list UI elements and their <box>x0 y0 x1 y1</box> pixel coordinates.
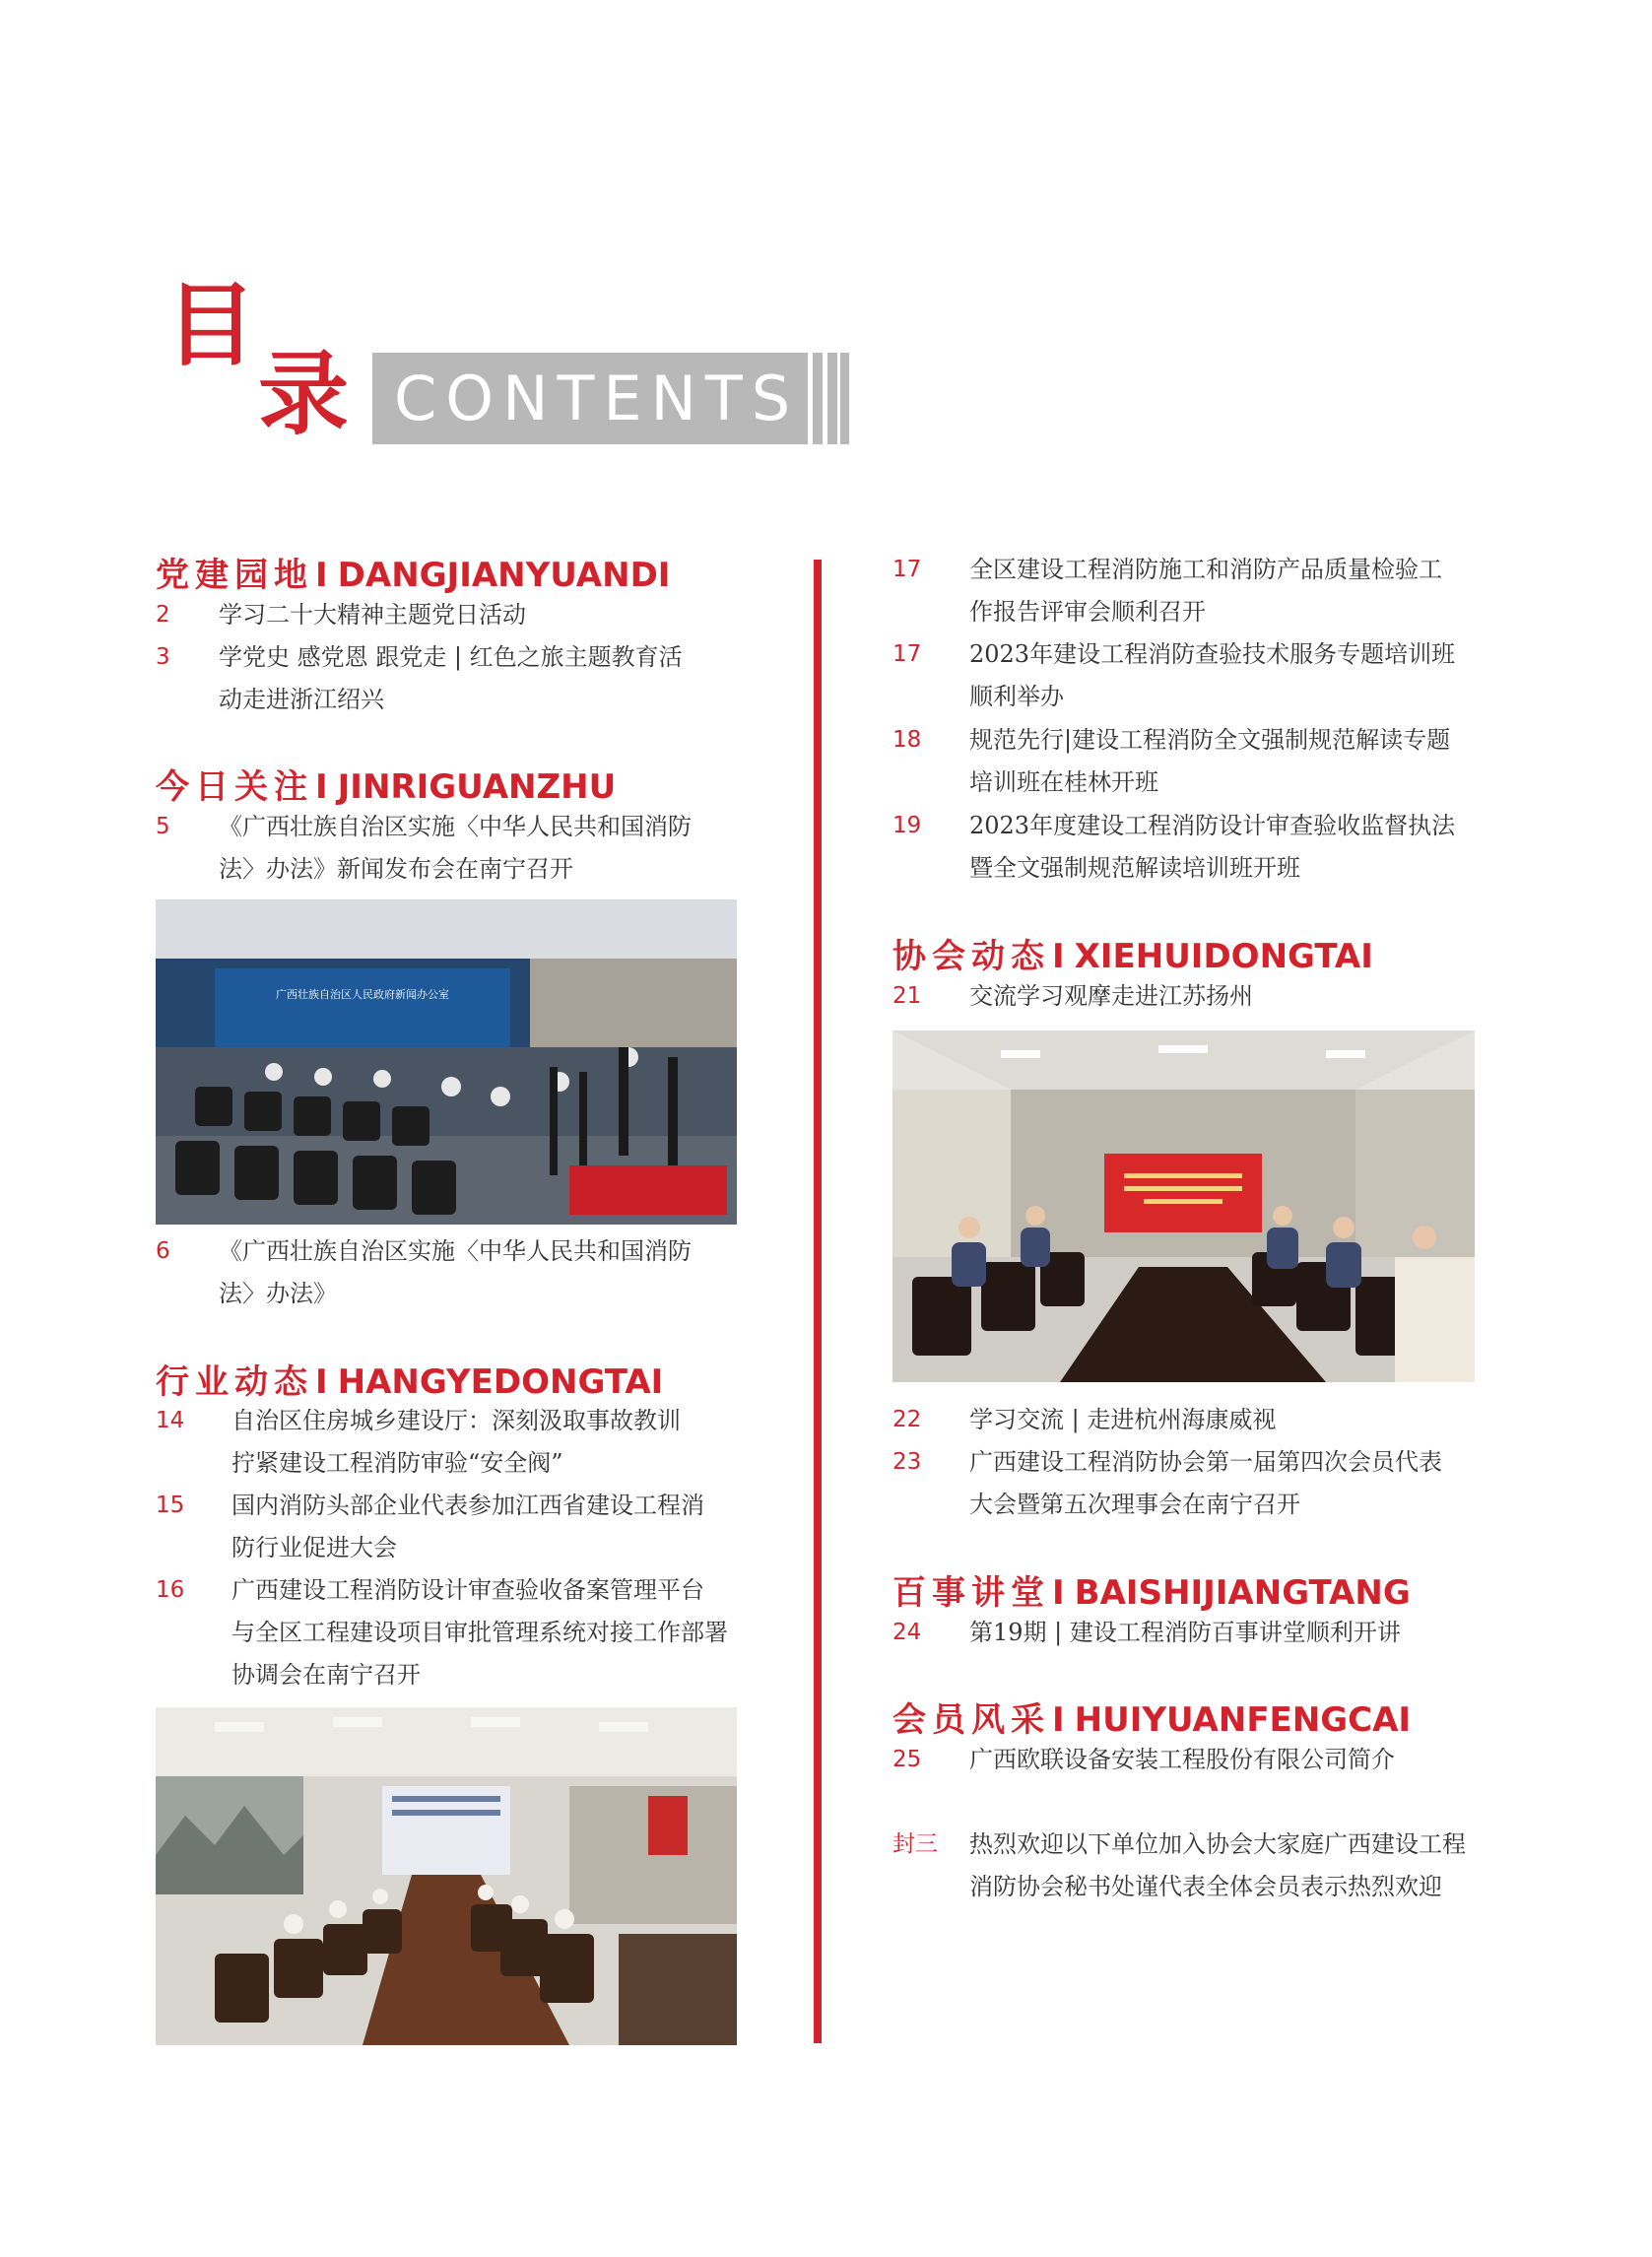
column-divider <box>814 560 822 2043</box>
toc-entry-cont[interactable]: 顺利举办 <box>969 683 1064 710</box>
section-heading-dangjian: 党建园地I DANGJIANYUANDI <box>156 556 671 595</box>
meeting-room-photo <box>156 1707 737 2045</box>
toc-entry-cont[interactable]: 暨全文强制规范解读培训班开班 <box>969 854 1300 882</box>
toc-entry[interactable]: 2023年建设工程消防查验技术服务专题培训班 <box>969 640 1456 668</box>
association-meeting-photo <box>892 1030 1475 1382</box>
toc-entry-cont[interactable]: 协调会在南宁召开 <box>231 1661 421 1689</box>
toc-entry[interactable]: 第19期 | 建设工程消防百事讲堂顺利开讲 <box>969 1619 1401 1646</box>
toc-entry-cont[interactable]: 消防协会秘书处谨代表全体会员表示热烈欢迎 <box>969 1873 1442 1900</box>
toc-entry-cont[interactable]: 法〉办法》新闻发布会在南宁召开 <box>219 855 573 883</box>
toc-entry-cont[interactable]: 拧紧建设工程消防审验“安全阀” <box>231 1449 563 1477</box>
section-cn: 百事讲堂 <box>892 1573 1050 1613</box>
section-cn: 党建园地 <box>156 556 313 595</box>
toc-entry[interactable]: 广西欧联设备安装工程股份有限公司简介 <box>969 1746 1395 1773</box>
section-en: JINRIGUANZHU <box>337 767 617 807</box>
toc-entry[interactable]: 国内消防头部企业代表参加江西省建设工程消 <box>231 1492 704 1519</box>
page-number: 19 <box>892 813 922 838</box>
page-number: 16 <box>156 1577 185 1603</box>
toc-entry[interactable]: 学习二十大精神主题党日活动 <box>219 601 526 629</box>
page-number: 3 <box>156 644 170 670</box>
banner-stripe <box>837 353 840 444</box>
title-char-mu: 目 <box>165 272 257 378</box>
page-number: 6 <box>156 1238 170 1264</box>
page-number: 15 <box>156 1493 185 1518</box>
page-number: 21 <box>892 983 922 1009</box>
page-number: 2 <box>156 602 170 628</box>
section-cn: 今日关注 <box>156 767 313 807</box>
section-heading-hangye: 行业动态I HANGYEDONGTAI <box>156 1362 664 1402</box>
page-number: 17 <box>892 557 922 582</box>
section-cn: 行业动态 <box>156 1362 313 1402</box>
section-heading-jinri: 今日关注I JINRIGUANZHU <box>156 767 617 807</box>
toc-entry-cont[interactable]: 与全区工程建设项目审批管理系统对接工作部署 <box>231 1619 728 1646</box>
section-en: XIEHUIDONGTAI <box>1074 937 1373 976</box>
section-heading-xiehui: 协会动态I XIEHUIDONGTAI <box>892 937 1373 976</box>
section-cn: 协会动态 <box>892 937 1050 976</box>
contents-banner <box>372 353 849 444</box>
page-number: 23 <box>892 1449 922 1475</box>
toc-entry[interactable]: 全区建设工程消防施工和消防产品质量检验工 <box>969 556 1442 583</box>
section-en: HANGYEDONGTAI <box>337 1362 664 1402</box>
page-number: 18 <box>892 727 922 753</box>
toc-entry-cont[interactable]: 法〉办法》 <box>219 1280 337 1307</box>
section-cn: 会员风采 <box>892 1700 1050 1740</box>
page-number: 24 <box>892 1620 922 1645</box>
toc-entry[interactable]: 《广西壮族自治区实施〈中华人民共和国消防 <box>219 1237 692 1265</box>
section-en: HUIYUANFENGCAI <box>1074 1700 1412 1740</box>
toc-entry[interactable]: 热烈欢迎以下单位加入协会大家庭广西建设工程 <box>969 1830 1466 1858</box>
toc-entry-cont[interactable]: 培训班在桂林开班 <box>969 768 1158 796</box>
section-heading-huiyuan: 会员风采I HUIYUANFENGCAI <box>892 1700 1412 1740</box>
toc-entry-cont[interactable]: 作报告评审会顺利召开 <box>969 598 1206 626</box>
page-number: 22 <box>892 1407 922 1432</box>
page-number: 25 <box>892 1747 922 1772</box>
toc-entry[interactable]: 学党史 感党恩 跟党走 | 红色之旅主题教育活 <box>219 643 683 671</box>
page-number-back-cover: 封三 <box>892 1831 938 1857</box>
page-number: 17 <box>892 641 922 667</box>
toc-entry[interactable]: 交流学习观摩走进江苏扬州 <box>969 982 1253 1010</box>
toc-entry-cont[interactable]: 大会暨第五次理事会在南宁召开 <box>969 1491 1300 1518</box>
toc-entry-cont[interactable]: 防行业促进大会 <box>231 1534 397 1561</box>
section-heading-baishi: 百事讲堂I BAISHIJIANGTANG <box>892 1573 1411 1613</box>
toc-entry[interactable]: 广西建设工程消防协会第一届第四次会员代表 <box>969 1448 1442 1476</box>
press-conference-photo <box>156 899 737 1225</box>
toc-entry[interactable]: 自治区住房城乡建设厅：深刻汲取事故教训 <box>231 1407 681 1434</box>
banner-stripe <box>823 353 827 444</box>
toc-entry[interactable]: 《广西壮族自治区实施〈中华人民共和国消防 <box>219 813 692 840</box>
contents-label: CONTENTS <box>394 363 800 434</box>
toc-entry[interactable]: 广西建设工程消防设计审查验收备案管理平台 <box>231 1576 704 1604</box>
toc-entry[interactable]: 规范先行|建设工程消防全文强制规范解读专题 <box>969 726 1451 754</box>
page-number: 5 <box>156 814 170 839</box>
toc-entry[interactable]: 2023年度建设工程消防设计审查验收监督执法 <box>969 812 1456 839</box>
toc-entry-cont[interactable]: 动走进浙江绍兴 <box>219 686 384 713</box>
title-char-lu: 录 <box>258 341 350 447</box>
banner-stripe <box>808 353 813 444</box>
section-en: DANGJIANYUANDI <box>337 556 671 595</box>
page-number: 14 <box>156 1408 185 1433</box>
backdrop-text: 广西壮族自治区人民政府新闻办公室 <box>276 988 449 1001</box>
toc-entry[interactable]: 学习交流 | 走进杭州海康威视 <box>969 1406 1277 1433</box>
section-en: BAISHIJIANGTANG <box>1074 1573 1411 1613</box>
